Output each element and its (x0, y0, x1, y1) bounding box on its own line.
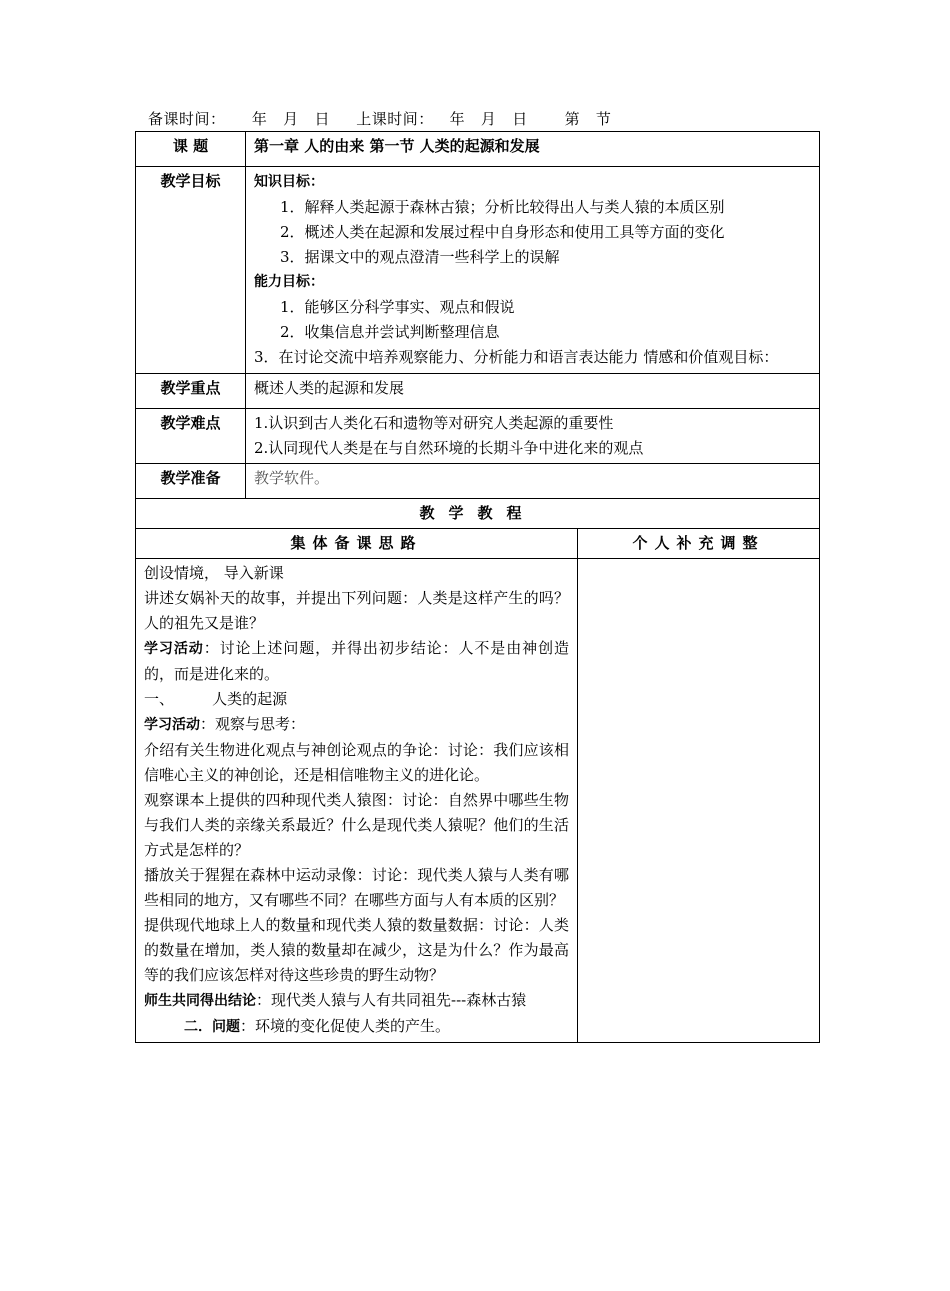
intro-line: 创设情境， 导入新课 (144, 564, 284, 582)
paragraph: 播放关于猩猩在森林中运动录像：讨论：现代类人猿与人类有哪些相同的地方，又有哪些不同？在哪些方面与人有本质的区别？ (144, 866, 569, 909)
topic-row (136, 132, 820, 167)
activity-1 (144, 636, 569, 687)
ability-item: 1．能够区分科学事实、观点和假说 (280, 298, 515, 316)
paragraph: 提供现代地球上人的数量和现代类人猿的数量数据：讨论：人类的数量在增加，类人猿的数量却在减少，这是为什么？作为最高等的我们应该怎样对待这些珍贵的野生动物？ (144, 916, 569, 984)
personal-adjust-heading: 个人补充调整 (578, 529, 820, 559)
goals-label: 教学目标 (136, 167, 246, 374)
paragraph: 介绍有关生物进化观点与神创论观点的争论：讨论：我们应该相信唯心主义的神创论，还是相信唯物主义的进化论。 (144, 741, 569, 784)
story-paragraph: 讲述女娲补天的故事，并提出下列问题：人类是这样产生的吗？人的祖先又是谁？ (144, 589, 569, 632)
difficulty-item: 1.认识到古人类化石和遗物等对研究人类起源的重要性 (254, 414, 614, 432)
paragraph: 观察课本上提供的四种现代类人猿图：讨论：自然界中哪些生物与我们人类的亲缘关系最近？什么是现代类人猿呢？他们的生活方式是怎样的？ (144, 791, 569, 859)
conclusion-label: 师生共同得出结论 (144, 993, 256, 1009)
knowledge-item: 2．概述人类在起源和发展过程中自身形态和使用工具等方面的变化 (280, 223, 725, 241)
ability-heading: 能力目标： (254, 274, 324, 290)
collective-plan-heading: 集体备课思路 (136, 529, 578, 559)
section-2-label: 二．问题 (184, 1019, 240, 1035)
ability-item-last: 3．在讨论交流中培养观察能力、分析能力和语言表达能力 情感和价值观目标： (254, 348, 779, 366)
difficulty-row (136, 409, 820, 464)
prep-row (136, 464, 820, 499)
lesson-plan-table (135, 131, 820, 1043)
activity-2-text: ：观察与思考： (200, 715, 306, 733)
knowledge-heading: 知识目标： (254, 174, 324, 190)
conclusion-text: ：现代类人猿与人有共同祖先---森林古猿 (256, 991, 527, 1009)
topic-value: 第一章 人的由来 第一节 人类的起源和发展 (246, 132, 820, 167)
process-heading: 教学教程 (136, 499, 820, 529)
key-point-row (136, 374, 820, 409)
difficulty-content (246, 409, 820, 464)
activity-1-text: ：讨论上述问题，并得出初步结论：人不是由神创造的，而是进化来的。 (144, 639, 570, 683)
schedule-header: 备课时间： 年 月 日 上课时间： 年 月 日 第 节 (148, 110, 612, 128)
activity-2 (144, 712, 569, 738)
personal-adjust-body (578, 559, 820, 1043)
column-head-row (136, 529, 820, 559)
knowledge-item: 3．据课文中的观点澄清一些科学上的误解 (280, 248, 560, 266)
knowledge-item: 1．解释人类起源于森林古猿；分析比较得出人与类人猿的本质区别 (280, 198, 725, 216)
prep-value: 教学软件。 (246, 464, 820, 499)
section-1-heading: 一、 人类的起源 (144, 690, 288, 708)
process-body-row (136, 559, 820, 1043)
section-2-heading (144, 1014, 569, 1040)
difficulty-item: 2.认同现代人类是在与自然环境的长期斗争中进化来的观点 (254, 439, 644, 457)
difficulty-label: 教学难点 (136, 409, 246, 464)
goals-row (136, 167, 820, 374)
key-point-label: 教学重点 (136, 374, 246, 409)
ability-item: 2．收集信息并尝试判断整理信息 (280, 323, 500, 341)
section-2-text: ：环境的变化促使人类的产生。 (240, 1017, 451, 1035)
prep-label: 教学准备 (136, 464, 246, 499)
topic-label: 课 题 (136, 132, 246, 167)
key-point-value: 概述人类的起源和发展 (246, 374, 820, 409)
activity-1-label: 学习活动 (144, 641, 204, 657)
goals-content (246, 167, 820, 374)
conclusion (144, 988, 569, 1014)
collective-plan-body (136, 559, 578, 1043)
activity-2-label: 学习活动 (144, 717, 200, 733)
process-heading-row (136, 499, 820, 529)
